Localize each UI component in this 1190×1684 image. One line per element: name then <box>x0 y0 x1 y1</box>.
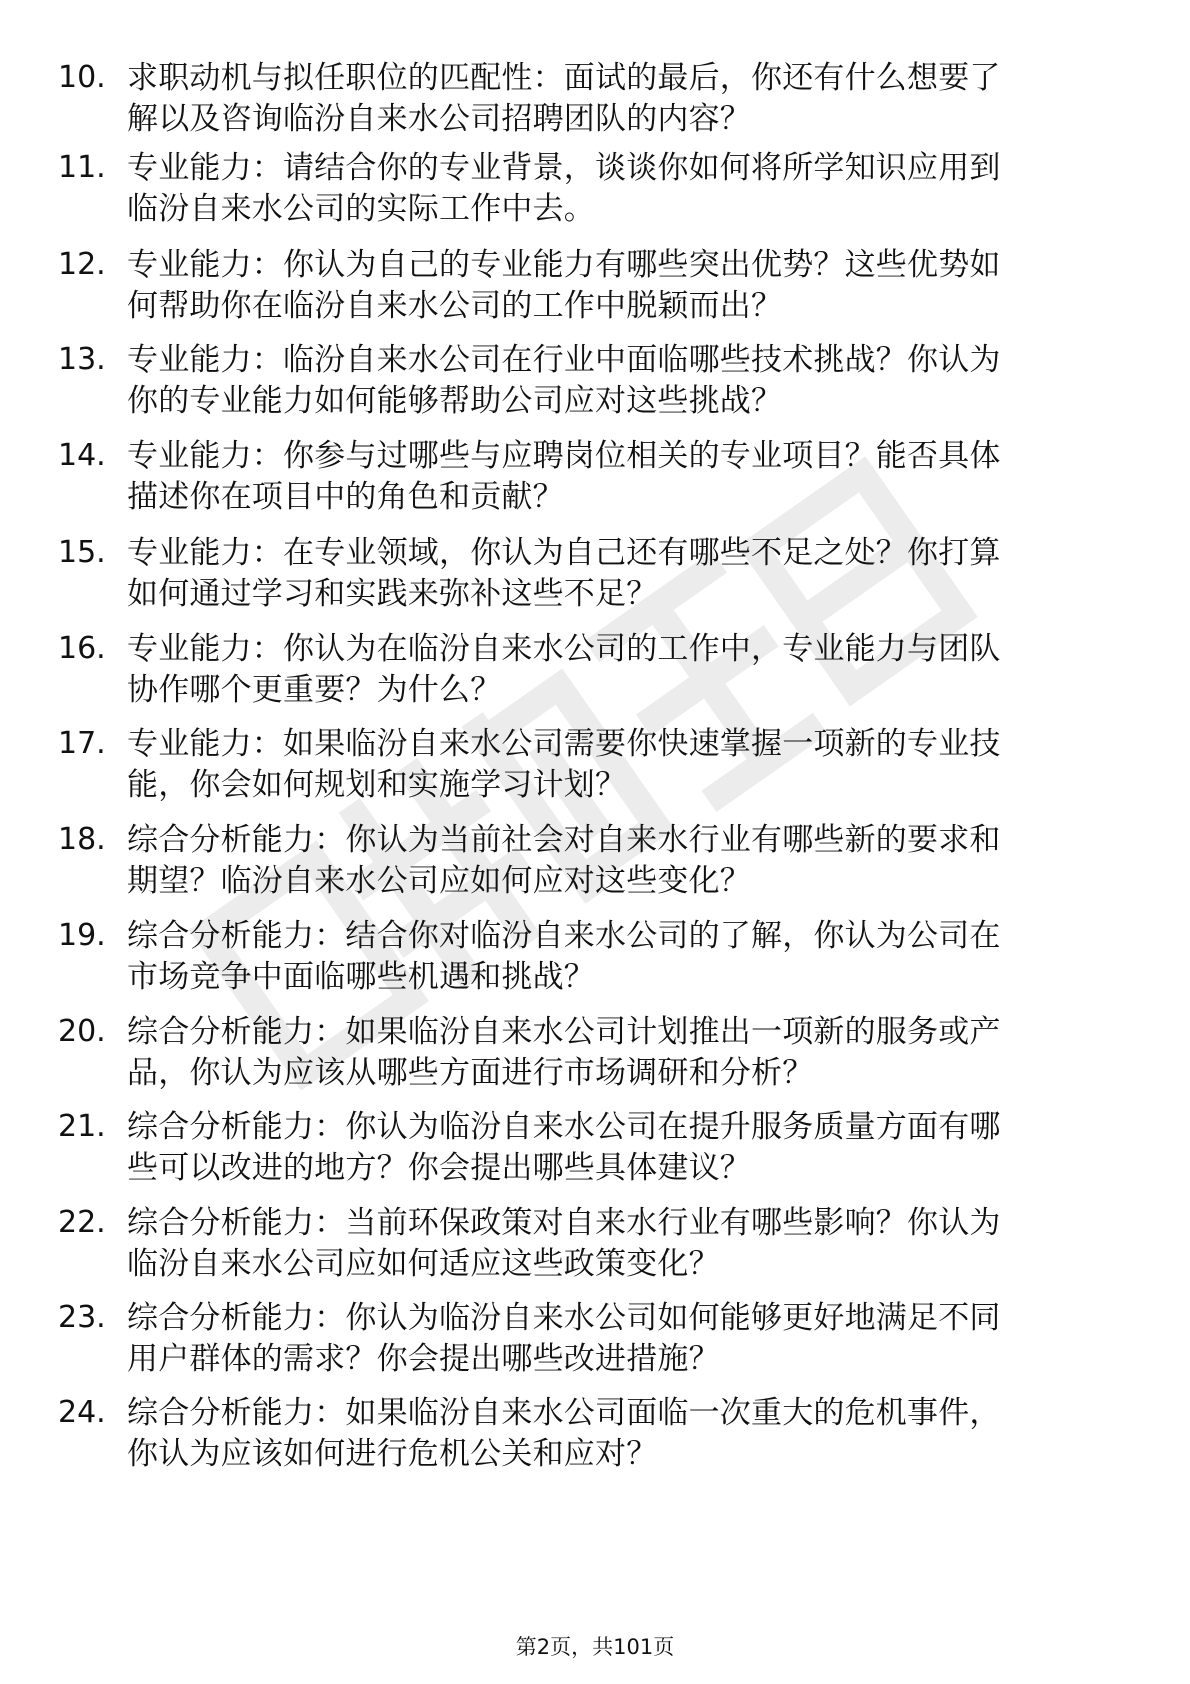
question-number: 14. <box>58 438 106 473</box>
question-item-20 <box>0 1012 1190 1102</box>
question-text-line-2: 用户群体的需求？你会提出哪些改进措施？ <box>127 1341 720 1377</box>
question-item-24 <box>0 1393 1190 1483</box>
question-item-10 <box>0 58 1190 148</box>
question-text-line-1: 专业能力：你认为自己的专业能力有哪些突出优势？这些优势如 <box>127 247 1001 283</box>
question-number: 18. <box>58 822 106 857</box>
question-text-line-1: 综合分析能力：如果临汾自来水公司面临一次重大的危机事件， <box>127 1395 1001 1431</box>
question-number: 19. <box>58 918 106 953</box>
question-item-18 <box>0 820 1190 910</box>
question-number: 21. <box>58 1109 106 1144</box>
question-text-line-2: 描述你在项目中的角色和贡献？ <box>127 479 564 515</box>
question-text-line-1: 专业能力：临汾自来水公司在行业中面临哪些技术挑战？你认为 <box>127 342 1001 378</box>
question-text-line-1: 专业能力：你认为在临汾自来水公司的工作中，专业能力与团队 <box>127 631 1001 667</box>
question-item-13 <box>0 340 1190 430</box>
question-text-line-2: 期望？临汾自来水公司应如何应对这些变化？ <box>127 863 751 899</box>
question-text-line-2: 何帮助你在临汾自来水公司的工作中脱颖而出？ <box>127 288 783 324</box>
question-text-line-2: 你认为应该如何进行危机公关和应对？ <box>127 1436 658 1472</box>
question-text-line-1: 综合分析能力：结合你对临汾自来水公司的了解，你认为公司在 <box>127 918 1001 954</box>
question-text-line-1: 专业能力：请结合你的专业背景，谈谈你如何将所学知识应用到 <box>127 150 1001 186</box>
question-text-line-2: 些可以改进的地方？你会提出哪些具体建议？ <box>127 1150 751 1186</box>
question-item-21 <box>0 1107 1190 1197</box>
question-text-line-2: 你的专业能力如何能够帮助公司应对这些挑战？ <box>127 383 783 419</box>
question-text-line-2: 如何通过学习和实践来弥补这些不足？ <box>127 576 658 612</box>
question-number: 23. <box>58 1300 106 1335</box>
question-number: 17. <box>58 726 106 761</box>
question-number: 24. <box>58 1395 106 1430</box>
question-text-line-1: 求职动机与拟任职位的匹配性：面试的最后，你还有什么想要了 <box>127 60 1001 96</box>
question-text-line-2: 能，你会如何规划和实施学习计划？ <box>127 767 627 803</box>
question-item-22 <box>0 1203 1190 1293</box>
question-number: 20. <box>58 1014 106 1049</box>
question-text-line-1: 专业能力：你参与过哪些与应聘岗位相关的专业项目？能否具体 <box>127 438 1001 474</box>
question-text-line-1: 综合分析能力：如果临汾自来水公司计划推出一项新的服务或产 <box>127 1014 1001 1050</box>
question-number: 13. <box>58 342 106 377</box>
question-text-line-1: 综合分析能力：你认为临汾自来水公司在提升服务质量方面有哪 <box>127 1109 1001 1145</box>
question-number: 16. <box>58 631 106 666</box>
question-item-19 <box>0 916 1190 1006</box>
question-text-line-2: 市场竞争中面临哪些机遇和挑战？ <box>127 959 595 995</box>
question-item-17 <box>0 724 1190 814</box>
question-text-line-1: 综合分析能力：当前环保政策对自来水行业有哪些影响？你认为 <box>127 1205 1001 1241</box>
question-item-16 <box>0 629 1190 719</box>
question-number: 10. <box>58 60 106 95</box>
question-text-line-1: 专业能力：如果临汾自来水公司需要你快速掌握一项新的专业技 <box>127 726 1001 762</box>
question-text-line-2: 协作哪个更重要？为什么？ <box>127 672 502 708</box>
question-item-11 <box>0 148 1190 238</box>
question-number: 22. <box>58 1205 106 1240</box>
question-number: 15. <box>58 535 106 570</box>
question-number: 11. <box>58 150 106 185</box>
question-text-line-2: 品，你认为应该从哪些方面进行市场调研和分析？ <box>127 1055 814 1091</box>
question-text-line-2: 解以及咨询临汾自来水公司招聘团队的内容？ <box>127 101 751 137</box>
question-text-line-1: 综合分析能力：你认为当前社会对自来水行业有哪些新的要求和 <box>127 822 1001 858</box>
question-item-23 <box>0 1298 1190 1388</box>
question-item-14 <box>0 436 1190 526</box>
question-text-line-2: 临汾自来水公司应如何适应这些政策变化？ <box>127 1246 720 1282</box>
question-text-line-2: 临汾自来水公司的实际工作中去。 <box>127 191 595 227</box>
question-number: 12. <box>58 247 106 282</box>
question-text-line-1: 专业能力：在专业领域，你认为自己还有哪些不足之处？你打算 <box>127 535 1001 571</box>
page-footer: 第2页，共101页 <box>515 1635 675 1659</box>
question-item-15 <box>0 533 1190 623</box>
question-item-12 <box>0 245 1190 335</box>
question-text-line-1: 综合分析能力：你认为临汾自来水公司如何能够更好地满足不同 <box>127 1300 1001 1336</box>
